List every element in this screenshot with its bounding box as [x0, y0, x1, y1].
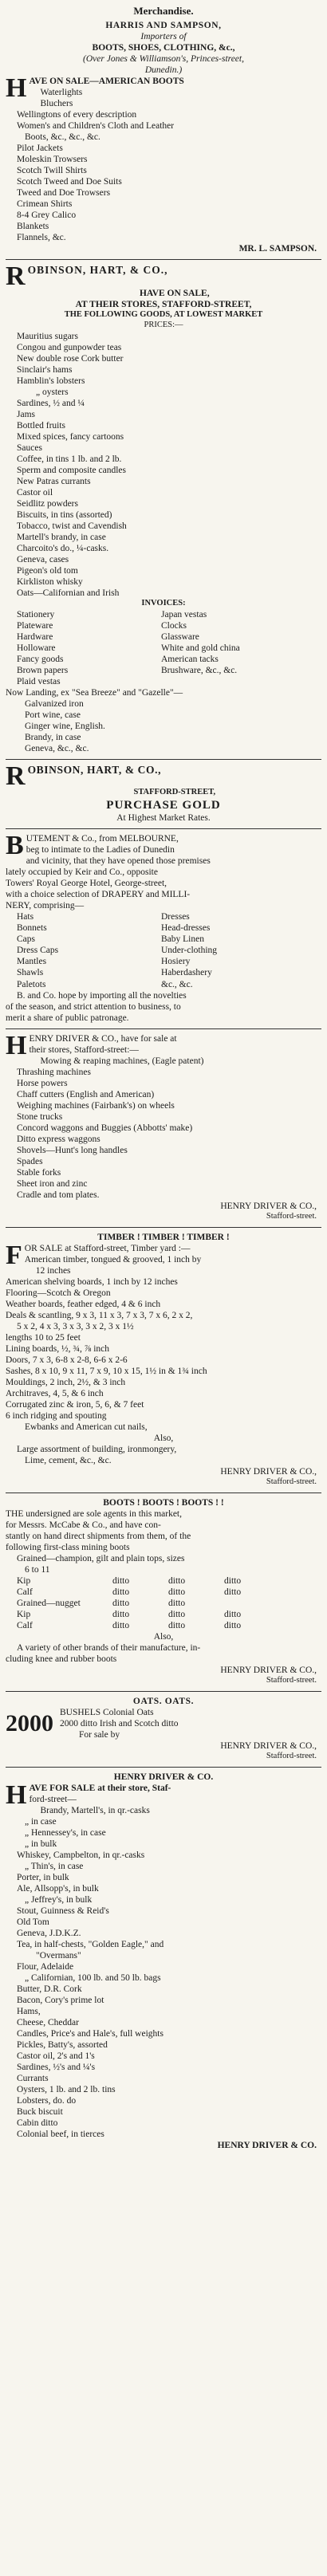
ad-body: [6, 73, 321, 243]
list-item: „ Jeffrey's, in bulk: [25, 1894, 93, 1905]
drop-cap: F: [6, 1240, 22, 1270]
list-item: Currants: [17, 2074, 49, 2084]
list-item: [6, 609, 321, 620]
list-item: [6, 967, 321, 978]
item-right: &c., &c.: [161, 979, 193, 989]
item-left: Holloware: [17, 643, 56, 654]
list-item: lengths 10 to 25 feet: [6, 1332, 81, 1343]
list-item: Lining boards, ½, ¾, ⅞ inch: [6, 1343, 109, 1354]
list-item: Whiskey, Campbelton, in qr.-casks: [17, 1850, 145, 1860]
oats-block: [6, 1707, 321, 1740]
list-item: Bacon, Cory's prime lot: [17, 1995, 104, 2005]
item-left: Mantles: [17, 957, 47, 967]
list-item: Oats—Californian and Irish: [17, 588, 120, 599]
oats-number: 2000: [6, 1709, 53, 1736]
list-item: Bottled fruits: [17, 420, 66, 431]
list-item: Coffee, in tins 1 lb. and 2 lb.: [17, 454, 122, 464]
list-item: Pigeon's old tom: [17, 566, 78, 576]
ad-line: 2000 ditto Irish and Scotch ditto: [60, 1718, 179, 1728]
list-item: Tobacco, twist and Cavendish: [17, 521, 127, 532]
list-item: Castor oil: [17, 488, 53, 498]
ad-line: Towers' Royal George Hotel, George-street,: [6, 879, 167, 889]
section-title: Merchandise.: [133, 5, 194, 17]
cell: ditto: [168, 1609, 186, 1619]
cell: ditto: [168, 1575, 186, 1586]
list-item: Old Tom: [17, 1917, 49, 1927]
list-item: Stout, Guinness & Reid's: [17, 1905, 109, 1916]
list-item: Tea, in half-chests, "Golden Eagle," and: [17, 1939, 164, 1949]
list-item: Horse powers: [17, 1078, 68, 1088]
list-item: Mowing & reaping machines, (Eagle patent): [40, 1056, 204, 1066]
divider: [6, 1691, 321, 1692]
cell: ditto: [112, 1609, 130, 1619]
list-item: Boots, &c., &c., &c.: [25, 132, 100, 143]
item-right: American tacks: [161, 655, 219, 665]
ad-heading: OATS. OATS.: [132, 1696, 195, 1706]
ad-signature: MR. L. SAMPSON.: [238, 244, 317, 254]
ad-line: Dunedin.): [144, 65, 183, 75]
item-left: Hardware: [17, 632, 53, 643]
cell: ditto: [112, 1598, 130, 1608]
list-item: [6, 979, 321, 990]
list-item: Women's and Children's Cloth and Leather: [17, 121, 175, 131]
ad-line: 6 to 11: [25, 1564, 50, 1575]
list-item: Sardines, ½'s and ¼'s: [17, 2063, 96, 2073]
list-item: Lobsters, do. do: [17, 2096, 77, 2106]
item-right: Clocks: [161, 621, 187, 631]
ad-signature: HENRY DRIVER & CO.: [217, 2141, 317, 2151]
ad-line: PRICES:—: [144, 321, 183, 330]
ad-line: BUSHELS Colonial Oats: [60, 1707, 154, 1717]
item-left: Hats: [17, 912, 34, 922]
ad-line: American timber, tongued & grooved, 1 inch by: [24, 1254, 202, 1264]
cell: ditto: [168, 1620, 186, 1630]
ad-signature: HENRY DRIVER & CO.,: [220, 1201, 317, 1211]
drop-cap: B: [6, 831, 24, 861]
list-item: [6, 911, 321, 922]
list-item: Concord waggons and Buggies (Abbotts' make): [17, 1123, 193, 1133]
list-item: Kirkliston whisky: [17, 577, 83, 588]
list-item: Deals & scantling, 9 x 3, 11 x 3, 7 x 3, 7 x 6, 2 x 2,: [6, 1310, 193, 1320]
item-left: Plaid vestas: [17, 677, 61, 687]
item-right: Head-dresses: [161, 923, 211, 934]
list-item: [6, 956, 321, 967]
list-item: New Patras currants: [17, 477, 91, 487]
list-item: Spades: [17, 1156, 43, 1166]
table-row: [6, 1598, 321, 1609]
list-item: Pilot Jackets: [17, 144, 63, 154]
list-item: [6, 945, 321, 956]
list-item: 12 inches: [35, 1265, 71, 1276]
list-item: Ginger wine, English.: [25, 722, 105, 732]
ad-line: merit a share of public patronage.: [6, 1013, 129, 1023]
list-item: Thrashing machines: [17, 1067, 91, 1077]
ad-signature: HENRY DRIVER & CO.,: [220, 1740, 317, 1751]
ad-line: lately occupied by Keir and Co., opposite: [6, 867, 158, 878]
list-item: [6, 676, 321, 687]
list-item: Oysters, 1 lb. and 2 lb. tins: [17, 2085, 116, 2095]
ad-line: A variety of other brands of their manufacture, in-: [17, 1642, 201, 1653]
list-item: Butter, D.R. Cork: [17, 1984, 82, 1994]
ad-head: [6, 262, 321, 292]
item-right: Dresses: [161, 912, 190, 922]
list-item: Geneva, J.D.K.Z.: [17, 1928, 81, 1938]
ad-line: Also,: [153, 1433, 174, 1443]
item-right: Under-clothing: [161, 946, 218, 956]
list-item: Sauces: [17, 442, 42, 453]
cell: [224, 1598, 280, 1609]
divider: [6, 1227, 321, 1228]
item-left: Brown papers: [17, 666, 69, 676]
ad-line: BOOTS, SHOES, CLOTHING, &c.,: [92, 42, 235, 53]
ad-line: B. and Co. hope by importing all the novelties: [17, 990, 187, 1001]
ad-line: of the season, and strict attention to business, to: [6, 1001, 181, 1012]
list-item: Sashes, 8 x 10, 9 x 11, 7 x 9, 10 x 15, 1½ in & 1¾ inch: [6, 1366, 207, 1376]
ad-line: THE undersigned are sole agents in this market,: [6, 1508, 182, 1519]
ad-line: AT THEIR STORES, STAFFORD-STREET,: [75, 300, 252, 310]
ad-signature-address: Stafford-street.: [266, 1211, 317, 1221]
list-item: Colonial beef, in tierces: [17, 2130, 104, 2140]
ad-heading: AVE ON SALE—AMERICAN BOOTS: [29, 76, 184, 86]
list-item: Flooring—Scotch & Oregon: [6, 1288, 111, 1298]
cell: Calf: [17, 1620, 33, 1630]
list-item: "Overmans": [36, 1950, 81, 1961]
ad-line: Now Landing, ex "Sea Breeze" and "Gazelle"—: [6, 688, 183, 698]
list-item: Waterlights: [40, 87, 83, 97]
cell: ditto: [224, 1587, 242, 1597]
list-item: „ in case: [25, 1816, 57, 1827]
oats-text: [60, 1707, 321, 1740]
cell: Grained—nugget: [17, 1598, 81, 1608]
list-item: Blankets: [17, 222, 49, 232]
list-item: Galvanized iron: [25, 699, 84, 710]
ad-oats: [6, 1695, 321, 1764]
item-left: Bonnets: [17, 923, 47, 934]
ad-line: PURCHASE GOLD: [106, 798, 221, 812]
drop-cap: H: [6, 1780, 27, 1810]
ad-robinson-hart-gold: [6, 763, 321, 825]
list-item: Stone trucks: [17, 1111, 63, 1122]
ad-role: Importers of: [140, 31, 187, 41]
list-item: Port wine, case: [25, 710, 81, 721]
item-right: Haberdashery: [161, 968, 212, 978]
item-left: Fancy goods: [17, 655, 64, 665]
cell: ditto: [112, 1587, 130, 1597]
list-item: Architraves, 4, 5, & 6 inch: [6, 1388, 104, 1398]
ad-line: Lime, cement, &c., &c.: [25, 1455, 112, 1465]
ad-line: beg to intimate to the Ladies of Dunedin: [26, 845, 175, 855]
list-item: „ Thin's, in case: [25, 1861, 84, 1871]
list-item: Sardines, ½ and ¼: [17, 398, 85, 408]
list-item: Jams: [17, 409, 35, 419]
item-left: Plateware: [17, 621, 53, 631]
list-item: Flannels, &c.: [17, 233, 66, 243]
ad-title: OBINSON, HART, & CO.,: [27, 764, 162, 777]
list-item: [6, 922, 321, 934]
table-row: [6, 1609, 321, 1620]
list-item: Charcoito's do., ¼-casks.: [17, 544, 109, 554]
list-item: Castor oil, 2's and 1's: [17, 2051, 95, 2062]
list-item: Porter, in bulk: [17, 1872, 69, 1882]
item-right: Japan vestas: [161, 609, 207, 619]
list-item: American shelving boards, 1 inch by 12 inches: [6, 1276, 178, 1287]
ad-line: their stores, Stafford-street:—: [29, 1044, 139, 1055]
invoices-heading: INVOICES:: [141, 599, 186, 608]
list-item: Sheet iron and zinc: [17, 1178, 88, 1189]
list-item: Brandy, Martell's, in qr.-casks: [40, 1805, 150, 1815]
ad-line: (Over Jones & Williamson's, Princes-street,: [83, 53, 244, 64]
ad-line: THE FOLLOWING GOODS, AT LOWEST MARKET: [64, 310, 263, 320]
list-item: Pickles, Batty's, assorted: [17, 2040, 108, 2051]
ad-signature-address: Stafford-street.: [266, 1477, 317, 1486]
ad-line: Large assortment of building, ironmongery,: [17, 1444, 177, 1454]
ad-line: HAVE ON SALE,: [139, 289, 210, 299]
cell: ditto: [224, 1609, 242, 1619]
ad-line: For sale by: [79, 1729, 120, 1740]
list-item: Moleskin Trowsers: [17, 155, 88, 165]
ad-line: cluding knee and rubber boots: [6, 1654, 117, 1664]
list-item: Bluchers: [40, 98, 73, 108]
item-left: Caps: [17, 934, 35, 945]
ad-line: ENRY DRIVER & CO., have for sale at: [29, 1033, 177, 1044]
list-item: Ewbanks and American cut nails,: [25, 1422, 148, 1432]
list-item: Scotch Tweed and Doe Suits: [17, 177, 122, 187]
list-item: Candles, Price's and Hale's, full weights: [17, 2029, 164, 2039]
ad-line: NERY, comprising—: [6, 901, 85, 911]
cell: ditto: [112, 1575, 130, 1586]
list-item: Flour, Adelaide: [17, 1961, 74, 1972]
ad-henry-driver-stores: [6, 1771, 321, 2153]
list-item: Cheese, Cheddar: [17, 2018, 79, 2028]
list-item: 8-4 Grey Calico: [17, 210, 77, 221]
list-item: Congou and gunpowder teas: [17, 342, 122, 352]
divider: [6, 1028, 321, 1029]
list-item: [6, 665, 321, 676]
list-item: Scotch Twill Shirts: [17, 166, 87, 176]
item-right: Baby Linen: [161, 934, 204, 945]
list-item: Sperm and composite candles: [17, 466, 127, 475]
ad-signature: HENRY DRIVER & CO.,: [220, 1466, 317, 1477]
item-left: Paletots: [17, 979, 46, 989]
list-item: „ in bulk: [25, 1839, 57, 1849]
item-right: Brushware, &c., &c.: [161, 666, 238, 676]
ad-line: OR SALE at Stafford-street, Timber yard :—: [24, 1243, 191, 1253]
table-row: [6, 1575, 321, 1587]
ad-signature: HENRY DRIVER & CO.,: [220, 1665, 317, 1675]
list-item: Biscuits, in tins (assorted): [17, 510, 112, 521]
drop-cap: R: [6, 761, 26, 792]
ad-heading: BOOTS ! BOOTS ! BOOTS ! !: [103, 1497, 224, 1508]
ad-line: Grained—champion, gilt and plain tops, sizes: [17, 1553, 185, 1563]
list-item: Chaff cutters (English and American): [17, 1089, 155, 1099]
item-left: Shawls: [17, 968, 44, 978]
list-item: 5 x 2, 4 x 3, 3 x 3, 3 x 2, 3 x 1½: [17, 1321, 134, 1331]
ad-line: AVE FOR SALE at their store, Staf-: [29, 1783, 171, 1793]
list-item: Mauritius sugars: [17, 331, 78, 341]
list-item: Wellingtons of every description: [17, 109, 137, 120]
ad-signature-address: Stafford-street.: [266, 1676, 317, 1685]
cell: ditto: [112, 1620, 130, 1630]
item-right: Glassware: [161, 632, 199, 643]
ad-line: stantly on hand direct shipments from them, of the: [6, 1531, 191, 1541]
ad-title: HARRIS AND SAMPSON,: [105, 20, 222, 30]
list-item: Tweed and Doe Trowsers: [17, 188, 111, 199]
list-item: Buck biscuit: [17, 2107, 63, 2118]
ad-line: for Messrs. McCabe & Co., and have con-: [6, 1520, 161, 1530]
table-row: [6, 1587, 321, 1598]
list-item: Cradle and tom plates.: [17, 1190, 100, 1200]
list-item: Stable forks: [17, 1167, 61, 1178]
list-item: Shovels—Hunt's long handles: [17, 1145, 128, 1155]
ad-line: Also,: [153, 1631, 174, 1642]
ad-line: At Highest Market Rates.: [116, 813, 211, 824]
ad-robinson-hart-goods: [6, 263, 321, 756]
list-item: Crimean Shirts: [17, 199, 73, 210]
list-item: Ditto express waggons: [17, 1134, 100, 1144]
list-item: Weighing machines (Fairbank's) on wheels: [17, 1100, 175, 1111]
list-item: Mouldings, 2 inch, 2½, & 3 inch: [6, 1377, 126, 1387]
list-item: Martell's brandy, in case: [17, 533, 106, 543]
drop-cap: H: [6, 1030, 27, 1060]
divider: [6, 259, 321, 260]
item-left: Stationery: [17, 609, 55, 619]
list-item: Ale, Allsopp's, in bulk: [17, 1883, 99, 1894]
list-item: Sinclair's hams: [17, 364, 73, 375]
list-item: Hams,: [17, 2007, 41, 2016]
list-item: Geneva, &c., &c.: [25, 744, 89, 754]
list-item: „ Californian, 100 lb. and 50 lb. bags: [25, 1972, 161, 1983]
list-item: New double rose Cork butter: [17, 353, 124, 364]
ad-harris-sampson: [6, 19, 321, 256]
cell: Kip: [17, 1575, 31, 1586]
table-row: [6, 1620, 321, 1631]
cell: ditto: [168, 1598, 186, 1608]
divider: [6, 759, 321, 760]
cell: Calf: [17, 1587, 33, 1597]
item-right: [161, 676, 305, 687]
ad-boots: [6, 1496, 321, 1688]
divider: [6, 1767, 321, 1768]
ad-line: ford-street—: [29, 1794, 77, 1804]
cell: ditto: [224, 1620, 242, 1630]
ad-heading: TIMBER ! TIMBER ! TIMBER !: [97, 1232, 230, 1242]
list-item: Brandy, in case: [25, 733, 81, 743]
divider: [6, 828, 321, 829]
list-item: Mixed spices, fancy cartoons: [17, 431, 124, 442]
list-item: Corrugated zinc & iron, 5, 6, & 7 feet: [6, 1399, 144, 1410]
list-item: [6, 643, 321, 654]
ad-line: UTEMENT & Co., from MELBOURNE,: [26, 834, 179, 844]
list-item: Seidlitz powders: [17, 499, 78, 509]
cell: ditto: [168, 1587, 186, 1597]
list-item: Hamblin's lobsters: [17, 376, 85, 386]
list-item: [6, 934, 321, 945]
list-item: „ oysters: [36, 387, 69, 397]
ad-line: STAFFORD-STREET,: [133, 788, 216, 797]
ad-timber: [6, 1231, 321, 1489]
list-item: Geneva, cases: [17, 555, 69, 565]
ad-henry-driver-machines: [6, 1032, 321, 1224]
list-item: [6, 620, 321, 631]
cell: ditto: [224, 1575, 242, 1586]
ad-signature-address: Stafford-street.: [266, 1751, 317, 1760]
ad-title: OBINSON, HART, & CO.,: [27, 264, 168, 277]
list-item: „ Hennessey's, in case: [25, 1827, 106, 1838]
list-item: [6, 654, 321, 665]
ad-head: [6, 761, 321, 792]
ad-title: HENRY DRIVER & CO.: [113, 1772, 214, 1782]
ad-line: with a choice selection of DRAPERY and MILLI-: [6, 890, 191, 900]
item-right: White and gold china: [161, 643, 240, 654]
list-item: [6, 631, 321, 643]
list-item: 6 inch ridging and spouting: [6, 1410, 107, 1421]
list-item: Weather boards, feather edged, 4 & 6 inch: [6, 1299, 161, 1309]
drop-cap: H: [6, 73, 27, 103]
ad-butement: [6, 832, 321, 1025]
list-item: Cabin ditto: [17, 2118, 58, 2129]
ad-line: and vicinity, that they have opened those premises: [26, 856, 211, 867]
cell: Kip: [17, 1609, 31, 1619]
item-left: Dress Caps: [17, 946, 59, 956]
item-right: Hosiery: [161, 957, 191, 967]
ad-line: following first-class mining boots: [6, 1542, 130, 1552]
drop-cap: R: [6, 262, 26, 292]
list-item: Doors, 7 x 3, 6-8 x 2-8, 6-6 x 2-6: [6, 1355, 128, 1365]
